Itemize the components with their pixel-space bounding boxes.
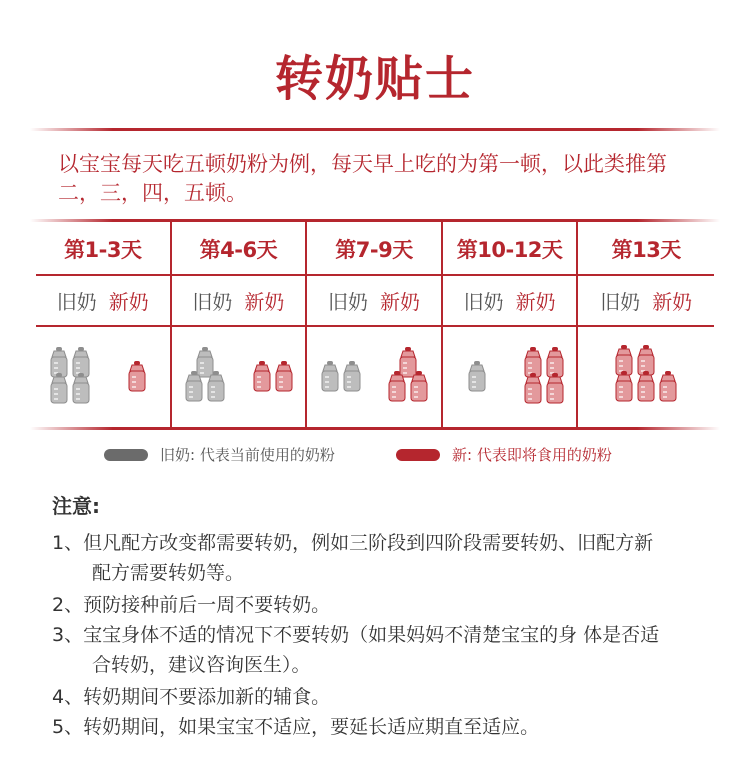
note-item: [52, 590, 712, 620]
bottle-area: [36, 326, 170, 428]
note-text: 4、转奶期间不要添加新的辅食。: [52, 686, 331, 708]
intro-text: 以宝宝每天吃五顿奶粉为例，每天早上吃的为第一顿，以此类推第二，三，四，五顿。: [58, 152, 667, 205]
new-bottle-icon: [251, 361, 273, 393]
column-subheader: [172, 275, 306, 326]
old-bottle-icon: [341, 361, 363, 393]
old-milk-swatch: [104, 449, 148, 461]
table-column: [443, 222, 579, 428]
column-header: 第7-9天: [335, 237, 413, 262]
table-column: [172, 222, 308, 428]
new-milk-swatch: [396, 449, 440, 461]
column-header: 第1-3天: [64, 237, 142, 262]
bottle-area: [443, 326, 577, 428]
old-bottle-icon: [205, 371, 227, 403]
note-item: [52, 682, 712, 712]
new-bottle-icon: [657, 371, 679, 403]
old-bottle-icon: [466, 361, 488, 393]
table-column: [578, 222, 714, 428]
legend-new-text: 新: 代表即将食用的奶粉: [452, 446, 612, 464]
old-milk-label: 旧奶: [56, 290, 97, 314]
old-milk-label: 旧奶: [600, 290, 641, 314]
old-bottle-icon: [183, 371, 205, 403]
column-subheader: [578, 275, 714, 326]
column-header: 第4-6天: [199, 237, 278, 262]
new-milk-label: 新奶: [515, 290, 556, 314]
new-bottle-icon: [613, 371, 635, 403]
new-bottle-icon: [408, 371, 430, 403]
new-milk-label: 新奶: [244, 290, 285, 314]
note-text-continued: 合转奶，建议咨询医生）。: [92, 654, 311, 676]
new-milk-label: 新奶: [108, 290, 149, 314]
new-bottle-icon: [386, 371, 408, 403]
table-bottom-divider: [30, 427, 720, 430]
legend: [0, 440, 750, 470]
old-milk-label: 旧奶: [463, 290, 504, 314]
old-bottle-icon: [48, 373, 70, 405]
legend-old-text: 旧奶: 代表当前使用的奶粉: [160, 446, 335, 464]
old-bottle-icon: [319, 361, 341, 393]
new-bottle-icon: [635, 371, 657, 403]
column-subheader: [307, 275, 441, 326]
new-bottle-icon: [273, 361, 295, 393]
page-title: 转奶贴士: [274, 51, 475, 107]
old-milk-label: 旧奶: [327, 290, 368, 314]
note-text: 2、预防接种前后一周不要转奶。: [52, 594, 331, 616]
note-text: 5、转奶期间，如果宝宝不适应，要延长适应期直至适应。: [52, 716, 540, 738]
bottle-area: [307, 326, 441, 428]
schedule-table: [36, 222, 714, 428]
note-item: [52, 620, 712, 680]
title-divider: [30, 128, 720, 131]
bottle-area: [578, 326, 714, 428]
new-bottle-icon: [126, 361, 148, 393]
table-column: [36, 222, 172, 428]
new-bottle-icon: [522, 373, 544, 405]
note-item: [52, 528, 712, 588]
bottle-area: [172, 326, 306, 428]
new-milk-label: 新奶: [379, 290, 420, 314]
new-milk-label: 新奶: [652, 290, 693, 314]
new-bottle-icon: [544, 373, 566, 405]
notes-title: 注意:: [52, 494, 100, 518]
old-bottle-icon: [70, 373, 92, 405]
note-text: 3、宝宝身体不适的情况下不要转奶（如果妈妈不清楚宝宝的身 体是否适: [52, 624, 660, 646]
note-item: [52, 712, 712, 742]
note-text: 1、但凡配方改变都需要转奶，例如三阶段到四阶段需要转奶、旧配方新: [52, 532, 654, 554]
note-text-continued: 配方需要转奶等。: [92, 562, 245, 584]
column-subheader: [36, 275, 170, 326]
table-column: [307, 222, 443, 428]
old-milk-label: 旧奶: [192, 290, 233, 314]
column-subheader: [443, 275, 577, 326]
column-header: 第13天: [611, 237, 681, 262]
column-header: 第10-12天: [456, 237, 563, 262]
